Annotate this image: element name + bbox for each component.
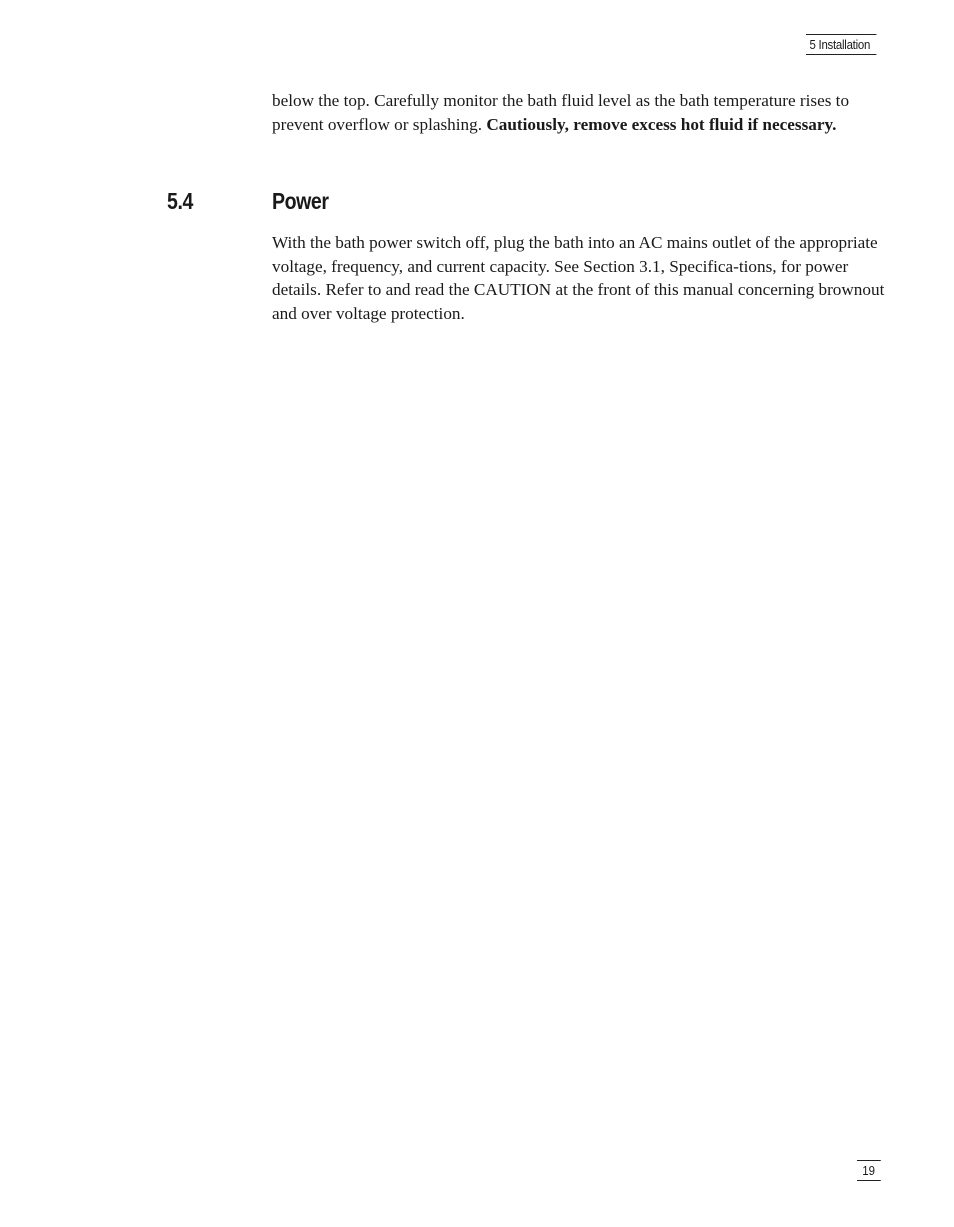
page-number: 19 xyxy=(857,1160,881,1181)
section-title: Power xyxy=(272,188,329,214)
running-header: 5 Installation xyxy=(806,34,876,55)
section-number: 5.4 xyxy=(167,188,193,214)
intro-paragraph-text: below the top. Carefully monitor the bath fluid level as the bath temperature rises to prevent overflow or splashing. xyxy=(272,91,850,134)
intro-paragraph-bold-text: Cautiously, remove excess hot fluid if necessary. xyxy=(486,114,837,134)
intro-paragraph xyxy=(272,89,888,136)
section-paragraph: With the bath power switch off, plug the bath into an AC mains outlet of the appropriate voltage, frequency, and current capacity. See Section 3.1, Specifica-tions, for power details. Refer to and read the CAUTION at the front of this manual concerning brownout and over voltage protection. xyxy=(272,233,885,323)
